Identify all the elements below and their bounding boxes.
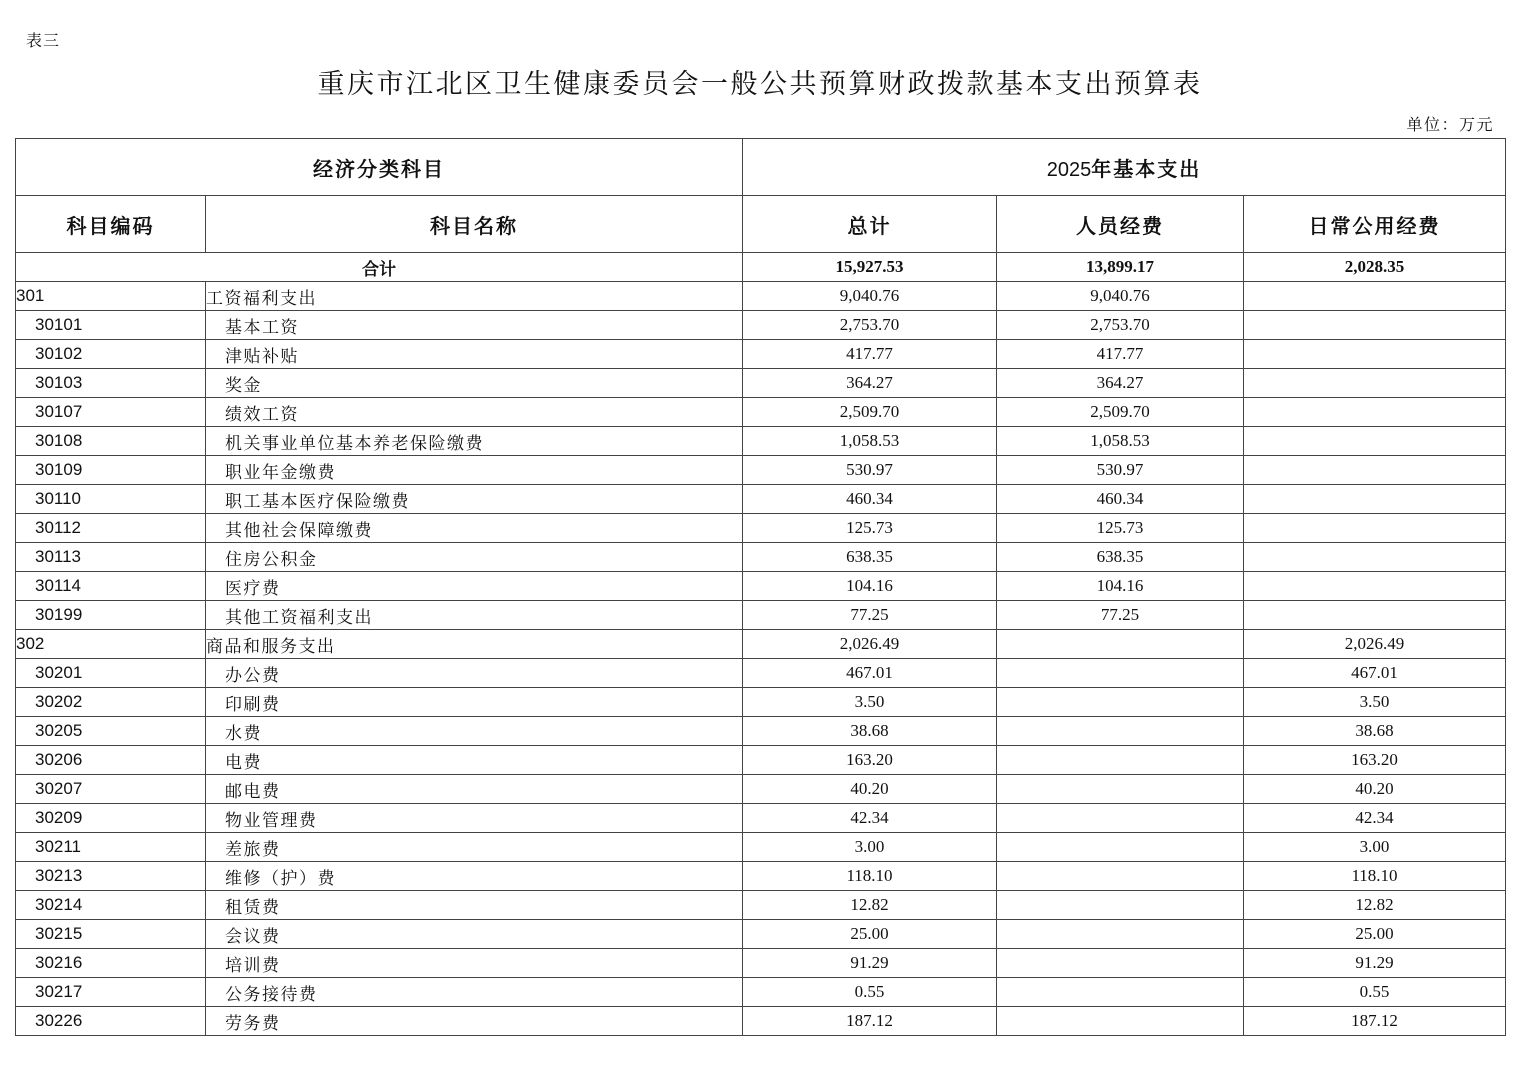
row-name: 工资福利支出 (206, 282, 743, 311)
row-personnel (997, 920, 1244, 949)
row-name: 劳务费 (206, 1007, 743, 1036)
row-public: 25.00 (1244, 920, 1506, 949)
row-code: 30102 (16, 340, 206, 369)
table-row (16, 1007, 1506, 1036)
row-public (1244, 398, 1506, 427)
row-code: 30216 (16, 949, 206, 978)
table-row (16, 978, 1506, 1007)
row-code: 30215 (16, 920, 206, 949)
row-personnel: 530.97 (997, 456, 1244, 485)
row-code: 30112 (16, 514, 206, 543)
table-row (16, 949, 1506, 978)
row-total: 9,040.76 (743, 282, 997, 311)
budget-table (15, 138, 1506, 1036)
row-code: 30205 (16, 717, 206, 746)
row-public (1244, 485, 1506, 514)
row-personnel: 460.34 (997, 485, 1244, 514)
row-code: 30207 (16, 775, 206, 804)
row-name: 津贴补贴 (206, 340, 743, 369)
row-code: 30211 (16, 833, 206, 862)
basic-expenditure-label: 年基本支出 (1091, 156, 1202, 181)
page-title: 重庆市江北区卫生健康委员会一般公共预算财政拨款基本支出预算表 (317, 69, 1203, 100)
table-row (16, 601, 1506, 630)
table-row (16, 920, 1506, 949)
row-total: 364.27 (743, 369, 997, 398)
row-public (1244, 543, 1506, 572)
row-total: 77.25 (743, 601, 997, 630)
row-personnel (997, 1007, 1244, 1036)
row-public: 40.20 (1244, 775, 1506, 804)
row-public (1244, 601, 1506, 630)
table-row (16, 891, 1506, 920)
econ-category-header: 经济分类科目 (16, 139, 743, 196)
table-row (16, 485, 1506, 514)
row-personnel (997, 949, 1244, 978)
table-row (16, 427, 1506, 456)
row-name: 住房公积金 (206, 543, 743, 572)
table-row (16, 311, 1506, 340)
row-name: 职业年金缴费 (206, 456, 743, 485)
row-public (1244, 340, 1506, 369)
row-public (1244, 456, 1506, 485)
table-row (16, 456, 1506, 485)
table-row (16, 833, 1506, 862)
row-total: 1,058.53 (743, 427, 997, 456)
row-personnel: 104.16 (997, 572, 1244, 601)
table-row (16, 775, 1506, 804)
row-public: 0.55 (1244, 978, 1506, 1007)
row-code: 30201 (16, 659, 206, 688)
table-row (16, 572, 1506, 601)
table-row (16, 630, 1506, 659)
row-personnel (997, 688, 1244, 717)
row-name: 物业管理费 (206, 804, 743, 833)
row-public: 42.34 (1244, 804, 1506, 833)
row-public: 3.00 (1244, 833, 1506, 862)
row-public: 2,026.49 (1244, 630, 1506, 659)
row-total: 2,026.49 (743, 630, 997, 659)
column-header-row (16, 196, 1506, 253)
row-name: 基本工资 (206, 311, 743, 340)
table-row (16, 862, 1506, 891)
row-personnel (997, 862, 1244, 891)
row-name: 维修（护）费 (206, 862, 743, 891)
row-name: 培训费 (206, 949, 743, 978)
col-header-code: 科目编码 (16, 196, 206, 253)
table-row (16, 398, 1506, 427)
row-name: 其他工资福利支出 (206, 601, 743, 630)
row-public (1244, 572, 1506, 601)
row-code: 302 (16, 630, 206, 659)
row-name: 水费 (206, 717, 743, 746)
row-total: 2,753.70 (743, 311, 997, 340)
row-code: 30103 (16, 369, 206, 398)
row-total: 118.10 (743, 862, 997, 891)
table-number-label: 表三 (26, 31, 61, 50)
row-code: 30109 (16, 456, 206, 485)
row-code: 30107 (16, 398, 206, 427)
table-row (16, 514, 1506, 543)
row-total: 40.20 (743, 775, 997, 804)
row-total: 3.00 (743, 833, 997, 862)
row-personnel: 125.73 (997, 514, 1244, 543)
row-name: 电费 (206, 746, 743, 775)
total-label: 合计 (16, 253, 743, 282)
col-header-public: 日常公用经费 (1244, 196, 1506, 253)
row-code: 30101 (16, 311, 206, 340)
row-code: 30206 (16, 746, 206, 775)
row-code: 30217 (16, 978, 206, 1007)
row-total: 91.29 (743, 949, 997, 978)
row-total: 38.68 (743, 717, 997, 746)
row-personnel: 9,040.76 (997, 282, 1244, 311)
row-code: 30226 (16, 1007, 206, 1036)
row-personnel (997, 891, 1244, 920)
row-total: 2,509.70 (743, 398, 997, 427)
row-name: 办公费 (206, 659, 743, 688)
row-personnel (997, 833, 1244, 862)
row-total: 0.55 (743, 978, 997, 1007)
row-name: 机关事业单位基本养老保险缴费 (206, 427, 743, 456)
row-name: 邮电费 (206, 775, 743, 804)
row-personnel (997, 659, 1244, 688)
row-code: 30114 (16, 572, 206, 601)
col-header-name: 科目名称 (206, 196, 743, 253)
row-code: 30209 (16, 804, 206, 833)
row-public: 38.68 (1244, 717, 1506, 746)
row-public: 12.82 (1244, 891, 1506, 920)
row-public (1244, 282, 1506, 311)
row-public: 467.01 (1244, 659, 1506, 688)
row-personnel (997, 717, 1244, 746)
col-header-total: 总计 (743, 196, 997, 253)
row-public (1244, 369, 1506, 398)
row-personnel (997, 630, 1244, 659)
row-personnel (997, 775, 1244, 804)
col-header-personnel: 人员经费 (997, 196, 1244, 253)
row-public (1244, 311, 1506, 340)
row-public (1244, 427, 1506, 456)
budget-year: 2025 (1046, 158, 1092, 181)
row-public: 3.50 (1244, 688, 1506, 717)
row-total: 417.77 (743, 340, 997, 369)
row-code: 30214 (16, 891, 206, 920)
row-name: 医疗费 (206, 572, 743, 601)
row-name: 绩效工资 (206, 398, 743, 427)
row-personnel: 417.77 (997, 340, 1244, 369)
row-code: 30202 (16, 688, 206, 717)
row-name: 奖金 (206, 369, 743, 398)
row-total: 460.34 (743, 485, 997, 514)
row-total: 467.01 (743, 659, 997, 688)
row-name: 其他社会保障缴费 (206, 514, 743, 543)
row-personnel (997, 804, 1244, 833)
row-personnel (997, 746, 1244, 775)
row-total: 187.12 (743, 1007, 997, 1036)
row-total: 638.35 (743, 543, 997, 572)
row-total: 104.16 (743, 572, 997, 601)
row-public: 91.29 (1244, 949, 1506, 978)
row-personnel: 364.27 (997, 369, 1244, 398)
row-code: 30213 (16, 862, 206, 891)
table-row (16, 659, 1506, 688)
row-personnel: 2,509.70 (997, 398, 1244, 427)
row-name: 公务接待费 (206, 978, 743, 1007)
row-name: 商品和服务支出 (206, 630, 743, 659)
row-total: 42.34 (743, 804, 997, 833)
row-public: 163.20 (1244, 746, 1506, 775)
row-code: 30113 (16, 543, 206, 572)
table-row (16, 688, 1506, 717)
table-row (16, 717, 1506, 746)
row-public: 118.10 (1244, 862, 1506, 891)
total-public: 2,028.35 (1244, 253, 1506, 282)
row-total: 3.50 (743, 688, 997, 717)
group-header-row (16, 139, 1506, 196)
total-amount: 15,927.53 (743, 253, 997, 282)
total-personnel: 13,899.17 (997, 253, 1244, 282)
table-row (16, 282, 1506, 311)
row-public: 187.12 (1244, 1007, 1506, 1036)
table-row (16, 746, 1506, 775)
row-name: 租赁费 (206, 891, 743, 920)
row-code: 301 (16, 282, 206, 311)
row-total: 530.97 (743, 456, 997, 485)
row-code: 30199 (16, 601, 206, 630)
row-personnel: 638.35 (997, 543, 1244, 572)
row-personnel (997, 978, 1244, 1007)
row-code: 30110 (16, 485, 206, 514)
row-name: 差旅费 (206, 833, 743, 862)
row-personnel: 1,058.53 (997, 427, 1244, 456)
row-code: 30108 (16, 427, 206, 456)
row-total: 25.00 (743, 920, 997, 949)
row-personnel: 2,753.70 (997, 311, 1244, 340)
total-row (16, 253, 1506, 282)
table-row (16, 340, 1506, 369)
row-personnel: 77.25 (997, 601, 1244, 630)
row-total: 12.82 (743, 891, 997, 920)
basic-expenditure-header (743, 139, 1506, 196)
table-row (16, 369, 1506, 398)
row-name: 职工基本医疗保险缴费 (206, 485, 743, 514)
row-total: 125.73 (743, 514, 997, 543)
unit-label: 单位：万元 (1406, 115, 1494, 134)
row-public (1244, 514, 1506, 543)
row-name: 印刷费 (206, 688, 743, 717)
row-total: 163.20 (743, 746, 997, 775)
table-row (16, 804, 1506, 833)
row-name: 会议费 (206, 920, 743, 949)
table-row (16, 543, 1506, 572)
